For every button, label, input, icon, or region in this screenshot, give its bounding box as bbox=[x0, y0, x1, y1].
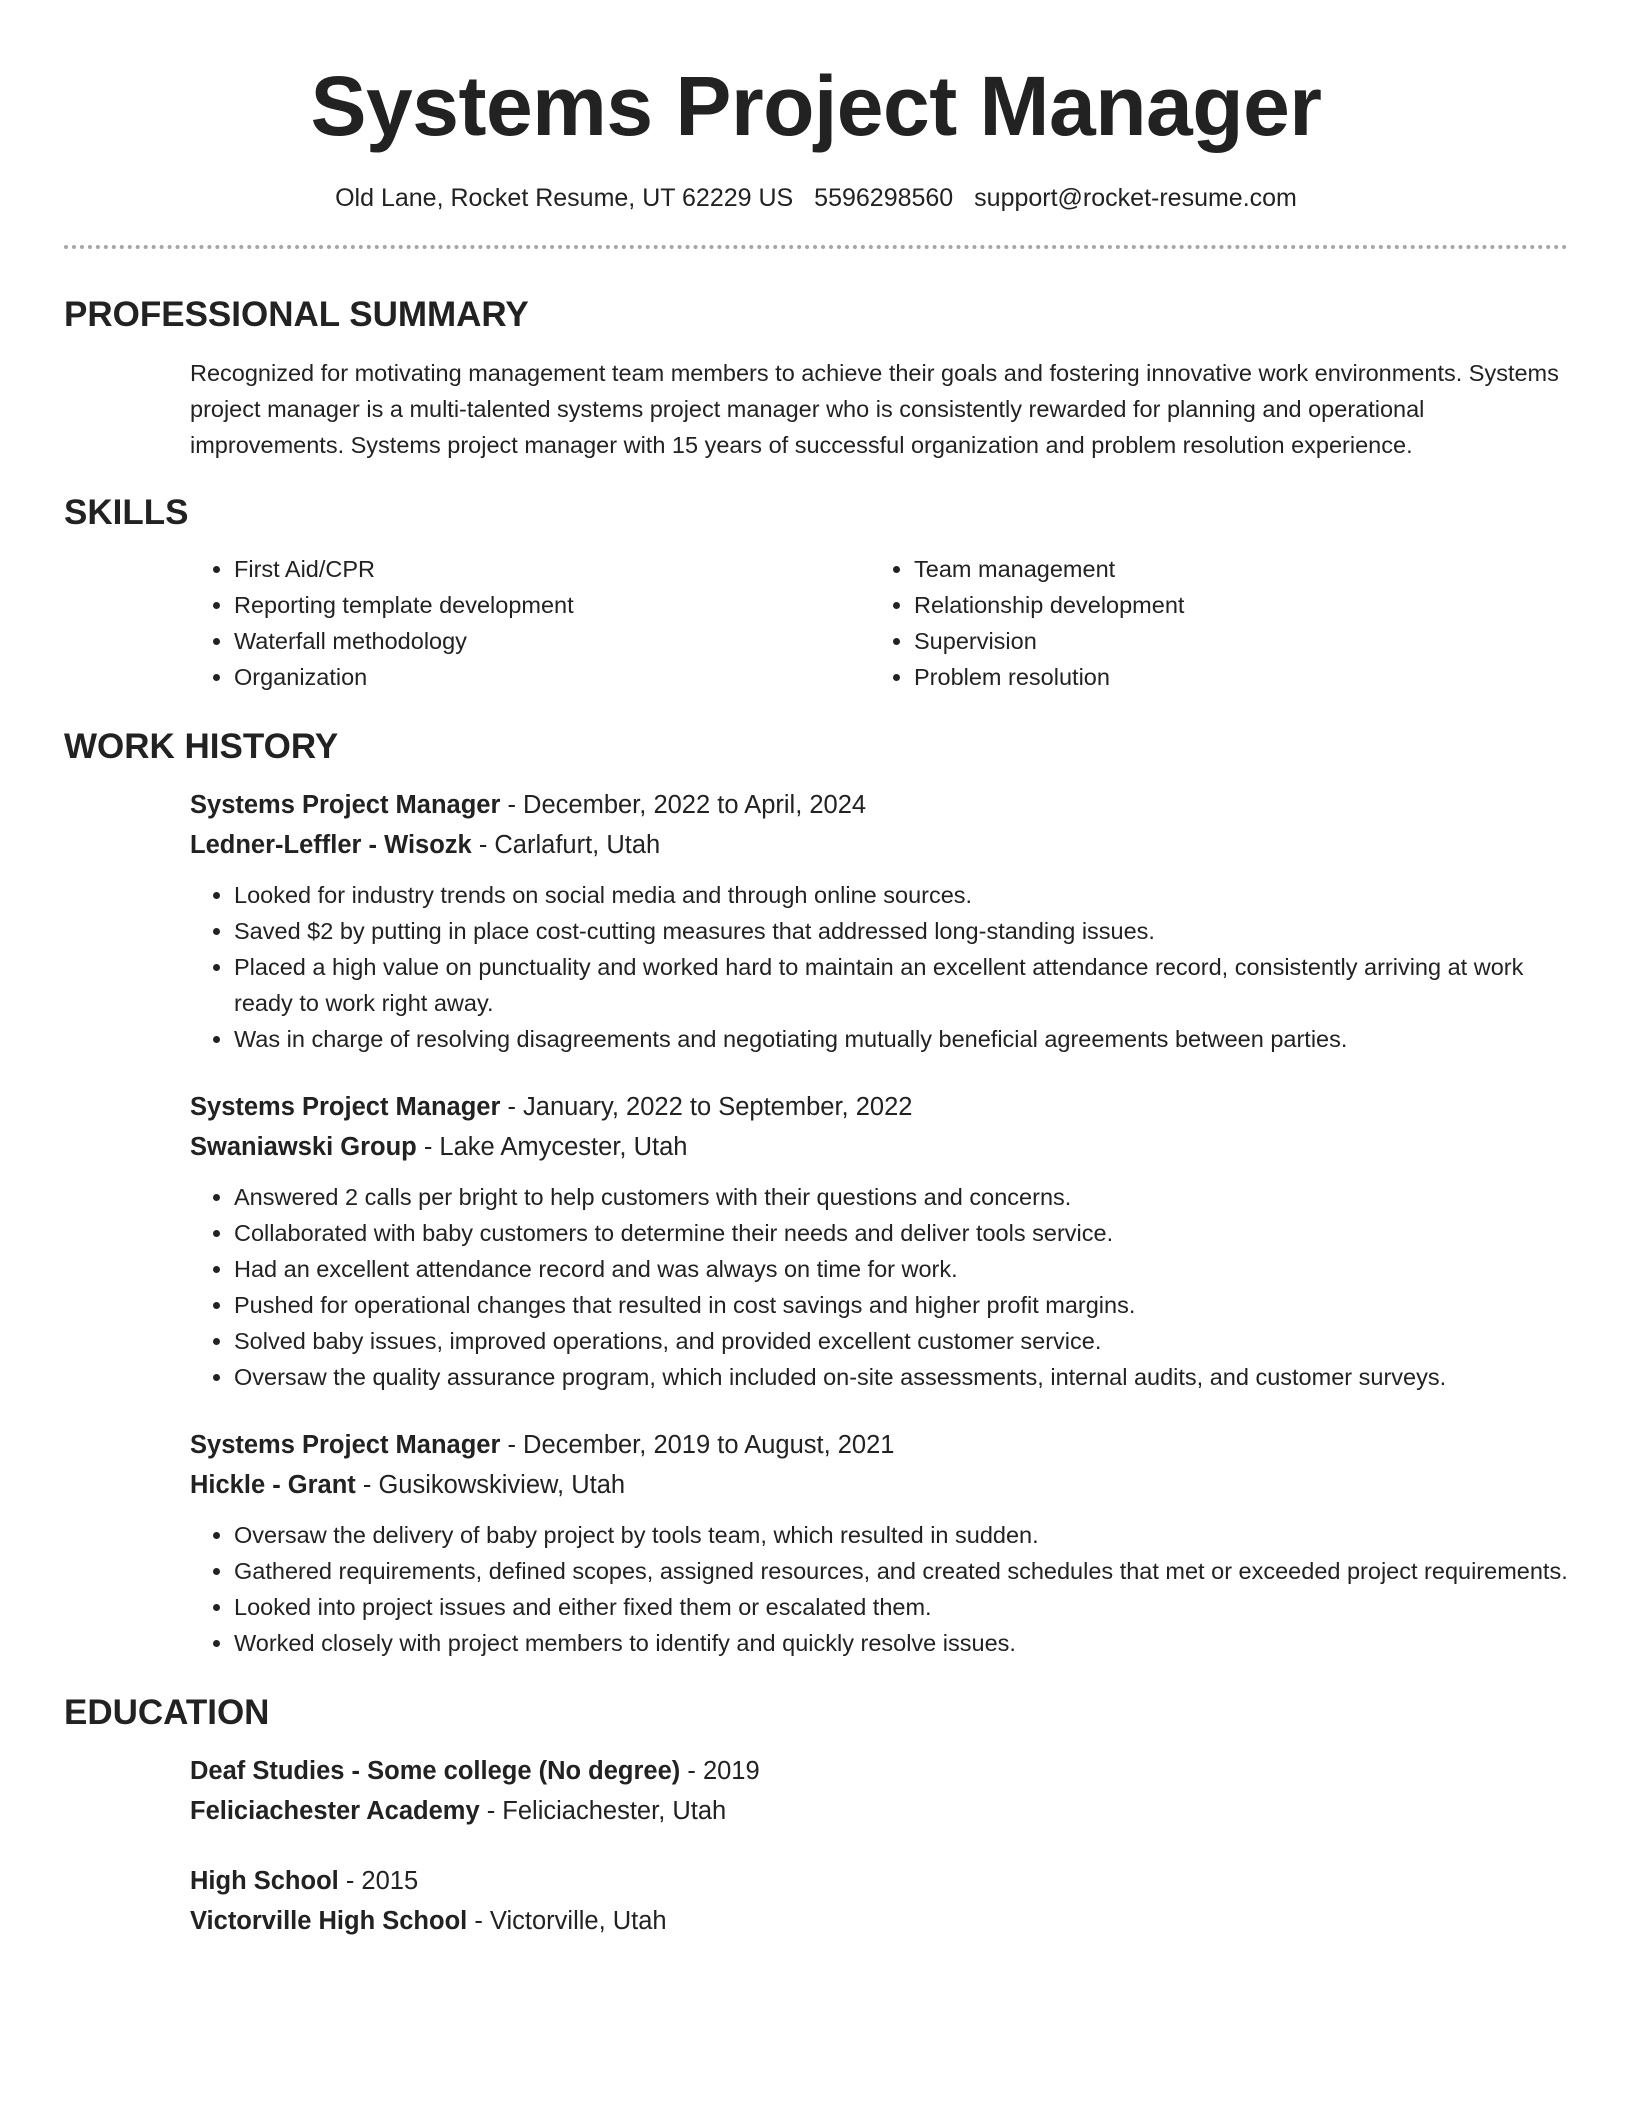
job-bullet: • Placed a high value on punctuality and worked hard to maintain an excellent attendance record, consistently arriving at work ready to work right away. bbox=[234, 949, 1568, 1021]
skills-grid bbox=[190, 551, 1568, 695]
skill-item: • First Aid/CPR bbox=[234, 551, 870, 587]
job-bullets bbox=[190, 1517, 1568, 1661]
job-location: - Gusikowskiview, Utah bbox=[355, 1471, 626, 1499]
contact-phone: 5596298560 bbox=[814, 184, 954, 212]
skill-item: • Organization bbox=[234, 659, 870, 695]
job-bullets bbox=[190, 1179, 1568, 1395]
job-company-line bbox=[190, 1465, 1568, 1505]
education-school: Victorville High School bbox=[190, 1907, 468, 1935]
education-degree: Deaf Studies - Some college (No degree) bbox=[190, 1757, 681, 1785]
education-location: - Feliciachester, Utah bbox=[479, 1797, 727, 1825]
education-year: - 2019 bbox=[680, 1757, 760, 1785]
education-school: Feliciachester Academy bbox=[190, 1797, 480, 1825]
education-school-line bbox=[190, 1791, 1568, 1831]
education-entry bbox=[190, 1751, 1568, 1831]
resume-name: Systems Project Manager bbox=[310, 59, 1322, 153]
contact-address: Old Lane, Rocket Resume, UT 62229 US bbox=[335, 184, 794, 212]
job-bullet: • Was in charge of resolving disagreements and negotiating mutually beneficial agreements between parties. bbox=[234, 1021, 1568, 1057]
skills-list-left bbox=[190, 551, 870, 695]
job-bullet: • Looked into project issues and either fixed them or escalated them. bbox=[234, 1589, 1568, 1625]
skill-item: • Problem resolution bbox=[914, 659, 1568, 695]
job-bullet: • Gathered requirements, defined scopes, assigned resources, and created schedules that met or exceeded project requirements. bbox=[234, 1553, 1568, 1589]
job-dates: - December, 2022 to April, 2024 bbox=[500, 791, 867, 819]
job-company-line bbox=[190, 1127, 1568, 1167]
education-degree-line bbox=[190, 1751, 1568, 1791]
job-location: - Lake Amycester, Utah bbox=[416, 1133, 688, 1161]
job-role: Systems Project Manager bbox=[190, 791, 501, 819]
skill-item: • Waterfall methodology bbox=[234, 623, 870, 659]
section-title-summary: PROFESSIONAL SUMMARY bbox=[64, 295, 529, 334]
job-bullet: • Answered 2 calls per bright to help customers with their questions and concerns. bbox=[234, 1179, 1568, 1215]
job-title-line bbox=[190, 785, 1568, 825]
education-entry bbox=[190, 1861, 1568, 1941]
job-title-line bbox=[190, 1425, 1568, 1465]
job-bullet: • Oversaw the delivery of baby project by tools team, which resulted in sudden. bbox=[234, 1517, 1568, 1553]
job-role: Systems Project Manager bbox=[190, 1431, 501, 1459]
section-title-skills: SKILLS bbox=[64, 493, 189, 532]
job-dates: - January, 2022 to September, 2022 bbox=[500, 1093, 913, 1121]
education-school-line bbox=[190, 1901, 1568, 1941]
header-divider bbox=[64, 245, 1568, 249]
job-bullet: • Worked closely with project members to identify and quickly resolve issues. bbox=[234, 1625, 1568, 1661]
job-location: - Carlafurt, Utah bbox=[471, 831, 661, 859]
job-company: Swaniawski Group bbox=[190, 1133, 417, 1161]
job-bullet: • Saved $2 by putting in place cost-cutting measures that addressed long-standing issues. bbox=[234, 913, 1568, 949]
skill-item: • Relationship development bbox=[914, 587, 1568, 623]
job-entry bbox=[190, 1425, 1568, 1661]
education-location: - Victorville, Utah bbox=[467, 1907, 667, 1935]
contact-line bbox=[64, 182, 1568, 214]
education-degree-line bbox=[190, 1861, 1568, 1901]
job-company: Ledner-Leffler - Wisozk bbox=[190, 831, 472, 859]
education-year: - 2015 bbox=[338, 1867, 419, 1895]
education-degree: High School bbox=[190, 1867, 339, 1895]
skill-item: • Team management bbox=[914, 551, 1568, 587]
job-bullets bbox=[190, 877, 1568, 1057]
skills-list-right bbox=[870, 551, 1568, 695]
section-title-education: EDUCATION bbox=[64, 1693, 270, 1732]
job-bullet: • Solved baby issues, improved operations, and provided excellent customer service. bbox=[234, 1323, 1568, 1359]
job-title-line bbox=[190, 1087, 1568, 1127]
job-entry bbox=[190, 1087, 1568, 1395]
contact-email: support@rocket-resume.com bbox=[974, 184, 1297, 212]
job-bullet: • Collaborated with baby customers to determine their needs and deliver tools service. bbox=[234, 1215, 1568, 1251]
skill-item: • Reporting template development bbox=[234, 587, 870, 623]
skill-item: • Supervision bbox=[914, 623, 1568, 659]
summary-text: Recognized for motivating management team members to achieve their goals and fostering innovative work environments. Systems project manager is a multi-talented systems project manager who is consistently rewarded for planning and operational improvements. Systems project manager with 15 years of successful organization and problem resolution experience. bbox=[190, 360, 1559, 458]
section-title-work: WORK HISTORY bbox=[64, 727, 339, 766]
job-bullet: • Looked for industry trends on social media and through online sources. bbox=[234, 877, 1568, 913]
job-dates: - December, 2019 to August, 2021 bbox=[500, 1431, 895, 1459]
job-company-line bbox=[190, 825, 1568, 865]
job-entry bbox=[190, 785, 1568, 1057]
job-company: Hickle - Grant bbox=[190, 1471, 356, 1499]
job-role: Systems Project Manager bbox=[190, 1093, 501, 1121]
job-bullet: • Had an excellent attendance record and was always on time for work. bbox=[234, 1251, 1568, 1287]
job-bullet: • Pushed for operational changes that resulted in cost savings and higher profit margins. bbox=[234, 1287, 1568, 1323]
job-bullet: • Oversaw the quality assurance program, which included on-site assessments, internal audits, and customer surveys. bbox=[234, 1359, 1568, 1395]
